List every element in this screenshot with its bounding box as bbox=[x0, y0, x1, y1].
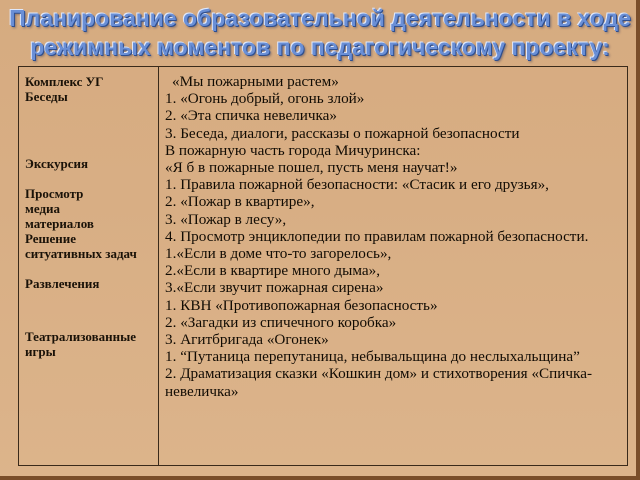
title-line-1: Планирование образовательной деятельности в ходе bbox=[9, 5, 631, 31]
title-line-2: режимных моментов по педагогическому проекту: bbox=[30, 34, 610, 60]
detail-line: «Мы пожарными растем» bbox=[172, 73, 339, 90]
detail-line: 1. “Путаница перепутаница, небывальщина до неслыхальщина” bbox=[165, 348, 580, 366]
label-excursion: Экскурсия bbox=[25, 156, 89, 171]
detail-line: 1. «Огонь добрый, огонь злой» bbox=[165, 90, 365, 108]
detail-line: 1. Правила пожарной безопасности: «Стасик и его друзья», bbox=[165, 176, 549, 194]
label-theatrical-1: Театрализованные bbox=[25, 329, 137, 344]
detail-line: 2. «Загадки из спичечного коробка» bbox=[165, 313, 397, 331]
label-entertainment: Развлечения bbox=[25, 276, 100, 291]
label-conversations: Беседы bbox=[25, 89, 68, 104]
activity-types-column bbox=[19, 67, 159, 465]
label-theatrical-2: игры bbox=[25, 344, 56, 359]
detail-line: 2. Драматизация сказки «Кошкин дом» и стихотворения «Спичка- bbox=[165, 365, 593, 383]
detail-line: 2. «Пожар в квартире», bbox=[165, 193, 315, 211]
label-morning-exercises: Комплекс УГ bbox=[25, 74, 104, 89]
label-viewing-1: Просмотр bbox=[25, 186, 84, 201]
detail-line: 2. «Эта спичка невеличка» bbox=[165, 107, 338, 125]
label-problem-solving-2: ситуативных задач bbox=[25, 246, 137, 261]
label-viewing-3: материалов bbox=[25, 216, 94, 231]
detail-line: «Я б в пожарные пошел, пусть меня научат!» bbox=[165, 159, 458, 177]
detail-line: 3. «Пожар в лесу», bbox=[165, 210, 287, 228]
detail-line: 4. Просмотр энциклопедии по правилам пожарной безопасности. bbox=[165, 227, 589, 245]
activity-details-column bbox=[159, 67, 627, 465]
label-problem-solving-1: Решение bbox=[25, 231, 77, 246]
label-viewing-2: медиа bbox=[25, 201, 61, 216]
detail-line: В пожарную часть города Мичуринска: bbox=[165, 141, 421, 159]
detail-line: 1. КВН «Противопожарная безопасность» bbox=[165, 296, 438, 314]
slide-title bbox=[0, 4, 640, 62]
detail-line: 3. Беседа, диалоги, рассказы о пожарной безопасности bbox=[165, 124, 520, 142]
detail-line: 3. Агитбригада «Огонек» bbox=[165, 331, 329, 349]
planning-table bbox=[18, 66, 628, 466]
detail-line: 1.«Если в доме что-то загорелось», bbox=[165, 245, 392, 263]
detail-line: невеличка» bbox=[165, 382, 239, 400]
detail-line: 3.«Если звучит пожарная сирена» bbox=[165, 279, 384, 297]
detail-line: 2.«Если в квартире много дыма», bbox=[165, 262, 380, 280]
